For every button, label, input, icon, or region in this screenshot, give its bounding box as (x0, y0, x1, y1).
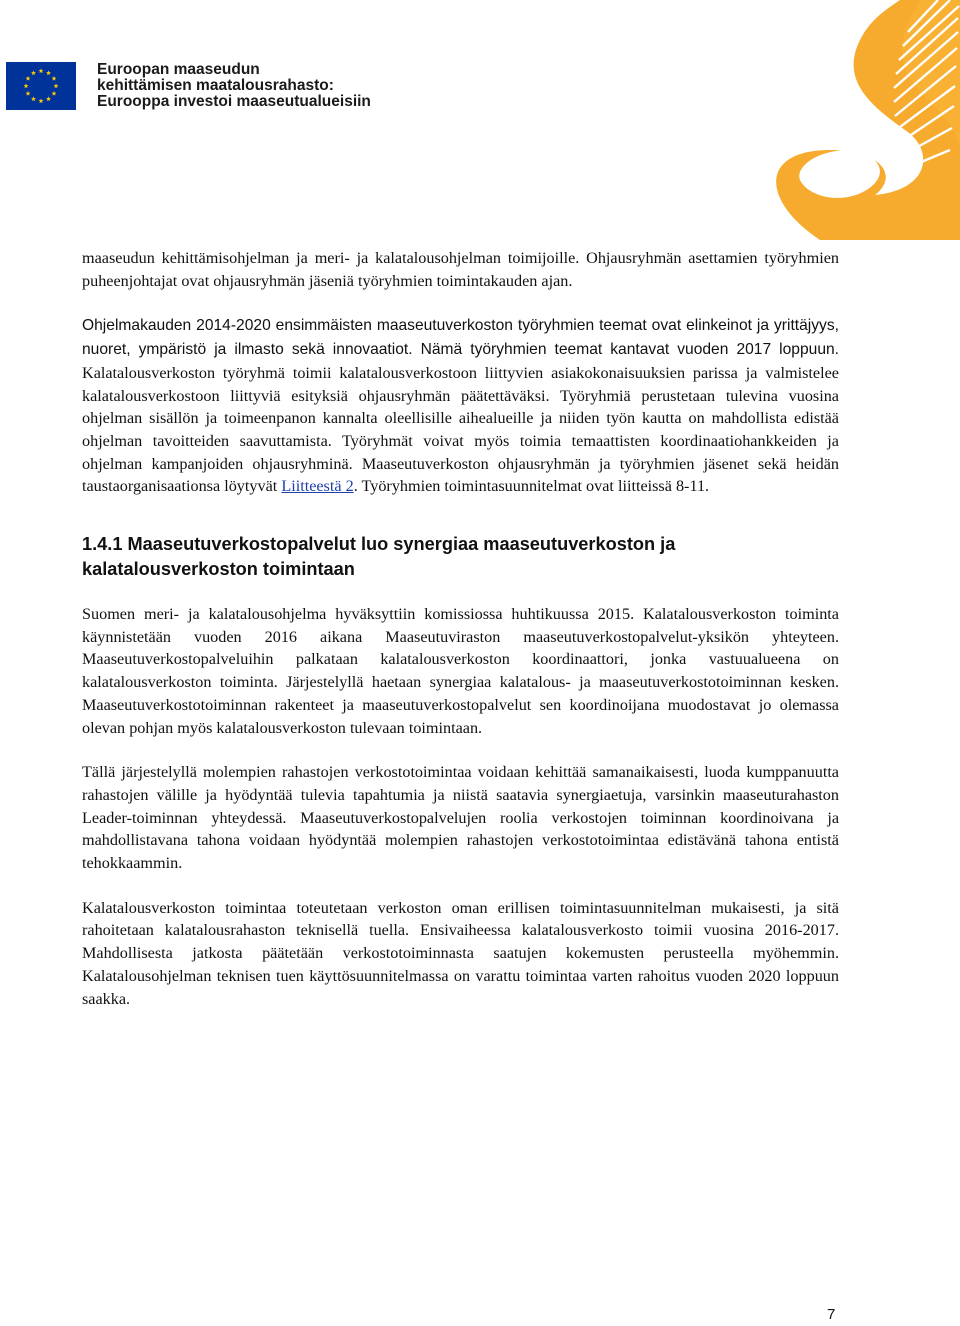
eu-fund-line: kehittämisen maatalousrahasto: (97, 77, 334, 94)
eu-fund-text (97, 62, 371, 110)
paragraph (82, 314, 839, 498)
section-heading: 1.4.1 Maaseutuverkostopalvelut luo synergiaa maaseutuverkoston ja kalatalousverkoston toimintaan (82, 534, 676, 580)
paragraph: Suomen meri- ja kalatalousohjelma hyväksyttiin komissiossa huhtikuussa 2015. Kalatalousverkoston toiminta käynnistetään vuoden 2016 aikana Maaseutuviraston maaseutuverkostopalvelut-yksikön yhteyteen. Maaseutuverkostopalveluihin palkataan kalatalousverkoston koordinaattori, jonka vastuualueena on kalatalousverkoston toiminta. Järjestelyllä haetaan synergiaa kalatalous- ja maaseutuverkostotoiminnan kesken. Maaseutuverkostotoiminnan rakenteet ja maaseutuverkostopalvelut sen koordinoijana muodostavat jo olemassa olevan pohjan myös kalatalousverkoston tulevaan toimintaan. (82, 605, 839, 737)
orange-swirl-logo-icon (700, 0, 960, 240)
paragraph: Tällä järjestelyllä molempien rahastojen verkostotoimintaa voidaan kehittää samanaikaisesti, luoda kumppanuutta rahastojen välille ja hyödyntää tulevia tapahtumia ja niistä saatavia synergiaetuja, varsinkin maaseuturahaston Leader-toiminnan yhteydessä. Maaseutuverkostopalvelujen roolia verkostojen toiminnan koordinoivana ja mahdollistavana tahona voidaan hyödyntää molempien rahastojen verkostotoimintaa edistävänä tahona entistä tehokkaammin. (82, 763, 839, 873)
paragraph-text: Kalatalousverkoston työryhmä toimii kalatalousverkostoon liittyvien asiakokonaisuuksien parissa ja valmistelee kalatalousverkostoon liittyviä esityksiä ohjausryhmän päätettäväksi. Työryhmiä perustetaan tulevina vuosina ohjelman sisällön ja toimeenpanon kannalta oleellisille aihealueille ja niiden työn kautta on mahdollista edistää ohjelman tavoitteiden saavuttamista. Työryhmät voivat myös toimia temaattisten koordinaatiohankkeiden ja ohjelman kampanjoiden ohjausryhminä. Maaseutuverkoston ohjausryhmän ja työryhmien jäsenet sekä heidän taustaorganisaationsa löytyvät (82, 363, 839, 496)
document-body (82, 247, 839, 1010)
eu-flag-icon (6, 62, 76, 110)
paragraph: Kalatalousverkoston toimintaa toteutetaan verkoston oman erillisen toimintasuunnitelman mukaisesti, ja sitä rahoitetaan kalatalousrahaston teknisellä tuella. Ensivaiheessa kalatalousverkosto toimii vuosina 2016-2017. Mahdollisesta jatkosta päätetään verkostotoiminnasta saatujen kokemusten perusteella myöhemmin. Kalatalousohjelman teknisen tuen käyttösuunnitelmassa on varattu toimintaa varten rahoitus vuoden 2020 loppuun saakka. (82, 898, 839, 1008)
eu-fund-line: Eurooppa investoi maaseutualueisiin (97, 93, 371, 110)
paragraph-sans-part: Ohjelmakauden 2014-2020 ensimmäisten maaseutuverkoston työryhmien teemat ovat elinkeinot ja yrittäjyys, nuoret, ympäristö ja ilmasto sekä innovaatiot. Nämä työryhmien teemat kantavat vuoden 2017 loppuun. (82, 317, 839, 359)
eu-fund-line: Euroopan maaseudun (97, 61, 260, 78)
appendix-2-link[interactable]: Liitteestä 2 (281, 477, 354, 496)
paragraph-text: . Työryhmien toimintasuunnitelmat ovat liitteissä 8-11. (353, 477, 710, 496)
paragraph: maaseudun kehittämisohjelman ja meri- ja kalatalousohjelman toimijoille. Ohjausryhmän asettamien työryhmien puheenjohtajat ovat ohjausryhmän jäseniä työryhmien toimintakauden ajan. (82, 249, 839, 290)
page-number: 7 (827, 1306, 836, 1323)
page-header (0, 0, 960, 240)
